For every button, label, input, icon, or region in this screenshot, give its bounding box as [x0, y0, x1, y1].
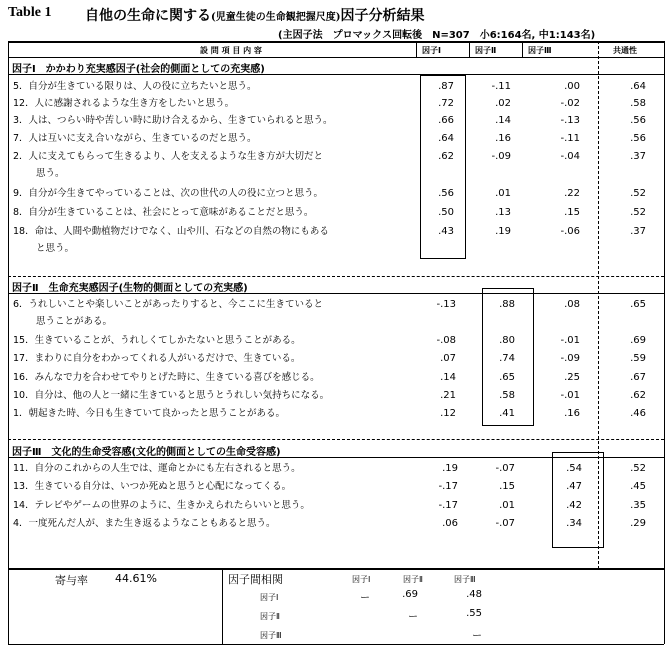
communality: .37 — [630, 151, 646, 162]
footer-left — [8, 569, 9, 644]
loading-f2: .16 — [495, 133, 511, 144]
loading-f1: .14 — [440, 372, 456, 383]
table-title-main: 自他の生命に関する — [85, 8, 211, 24]
communality: .64 — [630, 81, 646, 92]
item-text: 11．自分のこれからの人生では、運命とかにも左右されると思う。 — [13, 463, 301, 474]
loading-f1: .72 — [438, 98, 454, 109]
loading-f3: -.02 — [560, 98, 580, 109]
loading-f1: .50 — [438, 207, 454, 218]
communality: .56 — [630, 133, 646, 144]
communality: .46 — [630, 408, 646, 419]
communality: .35 — [630, 500, 646, 511]
communality: .62 — [630, 390, 646, 401]
header-bottom-rule — [8, 57, 664, 58]
item-text: 13．生きている自分は、いつか死ぬと思うと心配になってくる。 — [13, 481, 292, 492]
header-factor1: 因子Ⅰ — [422, 46, 441, 55]
loading-f2: .74 — [499, 353, 515, 364]
communality: .67 — [630, 372, 646, 383]
item-text: 14．テレビやゲームの世界のように、生きかえられたらいいと思う。 — [13, 500, 310, 511]
corr-row-label: 因子Ⅱ — [260, 612, 280, 621]
item-text: 3．人は、つらい時や苦しい時に助け合えるから、生きていられると思う。 — [13, 115, 333, 126]
communality: .52 — [630, 188, 646, 199]
header-top-rule — [8, 41, 664, 43]
corr-cell: .69 — [402, 589, 418, 600]
loading-f3: .16 — [564, 408, 580, 419]
item-text: 18．命は、人間や動植物だけでなく、山や川、石などの自然の物にもある — [13, 226, 329, 237]
header-factor3: 因子Ⅲ — [528, 46, 552, 55]
corr-title: 因子間相関 — [228, 573, 283, 586]
item-text-continued: 思う。 — [36, 168, 65, 179]
loading-f2: .58 — [499, 390, 515, 401]
factor1-end-rule — [8, 276, 664, 277]
loading-f1: .43 — [438, 226, 454, 237]
communality: .56 — [630, 115, 646, 126]
loading-f3: -.09 — [560, 353, 580, 364]
loading-f3: .25 — [564, 372, 580, 383]
loading-f1: .66 — [438, 115, 454, 126]
corr-row-label: 因子Ⅰ — [260, 593, 279, 602]
corr-cell: ー — [472, 631, 482, 642]
communality: .58 — [630, 98, 646, 109]
loading-f2: .88 — [499, 299, 515, 310]
loading-f3: .15 — [564, 207, 580, 218]
loading-f1: -.17 — [438, 500, 458, 511]
table-title-paren: (児童生徒の生命観把握尺度) — [211, 12, 341, 23]
loading-f2: -.07 — [495, 518, 515, 529]
loading-f3: .22 — [564, 188, 580, 199]
factor3-heading: 因子Ⅲ 文化的生命受容感(文化的側面としての生命受容感) — [12, 447, 281, 458]
loading-f1: .56 — [438, 188, 454, 199]
frame-left — [8, 41, 9, 569]
item-text-continued: 思うことがある。 — [36, 316, 113, 327]
header-divider-2 — [469, 41, 470, 57]
loading-f3: .42 — [566, 500, 582, 511]
loading-f3: .54 — [566, 463, 582, 474]
item-text: 16．みんなで力を合わせてやりとげた時に、生きている喜びを感じる。 — [13, 372, 320, 383]
table-subtitle: (主因子法 プロマックス回転後 N=307 小6:164名, 中1:143名) — [278, 30, 596, 41]
loading-f1: -.08 — [436, 335, 456, 346]
loading-f3: .00 — [564, 81, 580, 92]
communality: .45 — [630, 481, 646, 492]
loading-f1: -.13 — [436, 299, 456, 310]
loading-f2: .80 — [499, 335, 515, 346]
loading-f1: .87 — [438, 81, 454, 92]
item-text: 5．自分が生きている限りは、人の役に立ちたいと思う。 — [13, 81, 257, 92]
loading-f3: .34 — [566, 518, 582, 529]
header-factor2: 因子Ⅱ — [475, 46, 497, 55]
contribution-label: 寄与率 — [55, 574, 88, 587]
loading-f2: .41 — [499, 408, 515, 419]
item-text: 6．うれしいことや楽しいことがあったりすると、今ここに生きていると — [13, 299, 323, 310]
loading-f2: .15 — [499, 481, 515, 492]
communality: .65 — [630, 299, 646, 310]
loading-f1: -.17 — [438, 481, 458, 492]
corr-col-2: 因子Ⅱ — [403, 575, 423, 584]
item-text: 4．一度死んだ人が、また生き返るようなこともあると思う。 — [13, 518, 276, 529]
communality: .37 — [630, 226, 646, 237]
corr-col-1: 因子Ⅰ — [352, 575, 371, 584]
loading-f2: .19 — [495, 226, 511, 237]
factor1-rule — [8, 74, 664, 75]
item-text: 10．自分は、他の人と一緒に生きていると思うとうれしい気持ちになる。 — [13, 390, 330, 401]
loading-f1: .19 — [442, 463, 458, 474]
footer-divider — [222, 569, 223, 644]
factor2-rule — [8, 293, 664, 294]
loading-f1: .21 — [440, 390, 456, 401]
corr-cell: ー — [360, 593, 370, 604]
loading-f1: .64 — [438, 133, 454, 144]
footer-top-rule — [8, 568, 664, 570]
item-text: 1．朝起きた時、今日も生きていて良かったと思うことがある。 — [13, 408, 286, 419]
loading-f2: -.11 — [491, 81, 511, 92]
item-text: 7．人は互いに支え合いながら、生きているのだと思う。 — [13, 133, 257, 144]
communality: .29 — [630, 518, 646, 529]
item-text-continued: と思う。 — [36, 243, 75, 254]
loading-f2: .65 — [499, 372, 515, 383]
loading-f2: .01 — [495, 188, 511, 199]
loading-f2: .02 — [495, 98, 511, 109]
loading-f3: -.11 — [560, 133, 580, 144]
loading-f2: -.07 — [495, 463, 515, 474]
header-divider-3 — [522, 41, 523, 57]
corr-row-label: 因子Ⅲ — [260, 631, 282, 640]
loading-f2: -.09 — [491, 151, 511, 162]
footer-bottom-rule — [8, 644, 664, 645]
item-text: 9．自分が今生きてやっていることは、次の世代の人の役に立つと思う。 — [13, 188, 324, 199]
factor2-heading: 因子Ⅱ 生命充実感因子(生物的側面としての充実感) — [12, 283, 248, 294]
footer-right — [664, 569, 665, 644]
loading-f3: .08 — [564, 299, 580, 310]
item-text: 12．人に感謝されるような生き方をしたいと思う。 — [13, 98, 235, 109]
loading-f1: .07 — [440, 353, 456, 364]
header-item-col: 設 問 項 目 内 容 — [200, 46, 262, 55]
loading-f1: .06 — [442, 518, 458, 529]
loading-f1: .62 — [438, 151, 454, 162]
loading-f2: .14 — [495, 115, 511, 126]
communality: .59 — [630, 353, 646, 364]
corr-cell: .48 — [466, 589, 482, 600]
loading-f3: -.01 — [560, 390, 580, 401]
loading-f3: -.13 — [560, 115, 580, 126]
frame-right — [664, 41, 665, 569]
header-divider-1 — [416, 41, 417, 57]
table-title — [85, 5, 424, 25]
header-communality: 共通性 — [613, 46, 637, 55]
loading-f3: -.04 — [560, 151, 580, 162]
loading-f3: -.01 — [560, 335, 580, 346]
corr-cell: .55 — [466, 608, 482, 619]
loading-f3: -.06 — [560, 226, 580, 237]
communality: .69 — [630, 335, 646, 346]
loading-f1: .12 — [440, 408, 456, 419]
contribution-value: 44.61% — [115, 572, 157, 585]
table-label: Table 1 — [8, 5, 52, 20]
factor1-heading: 因子Ⅰ かかわり充実感因子(社会的側面としての充実感) — [12, 64, 265, 75]
loading-f3: .47 — [566, 481, 582, 492]
item-text: 17．まわりに自分をわかってくれる人がいるだけで、生きている。 — [13, 353, 301, 364]
factor2-end-rule — [8, 439, 664, 440]
loading-f2: .13 — [495, 207, 511, 218]
item-text: 15．生きていることが、うれしくてしかたないと思うことがある。 — [13, 335, 301, 346]
table-title-tail: 因子分析結果 — [340, 8, 425, 24]
communality: .52 — [630, 463, 646, 474]
item-text: 2．人に支えてもらって生きるより、人を支えるような生き方が大切だと — [13, 151, 324, 162]
item-text: 8．自分が生きていることは、社会にとって意味があることだと思う。 — [13, 207, 314, 218]
communality: .52 — [630, 207, 646, 218]
corr-col-3: 因子Ⅲ — [454, 575, 476, 584]
corr-cell: ー — [408, 612, 418, 623]
loading-f2: .01 — [499, 500, 515, 511]
